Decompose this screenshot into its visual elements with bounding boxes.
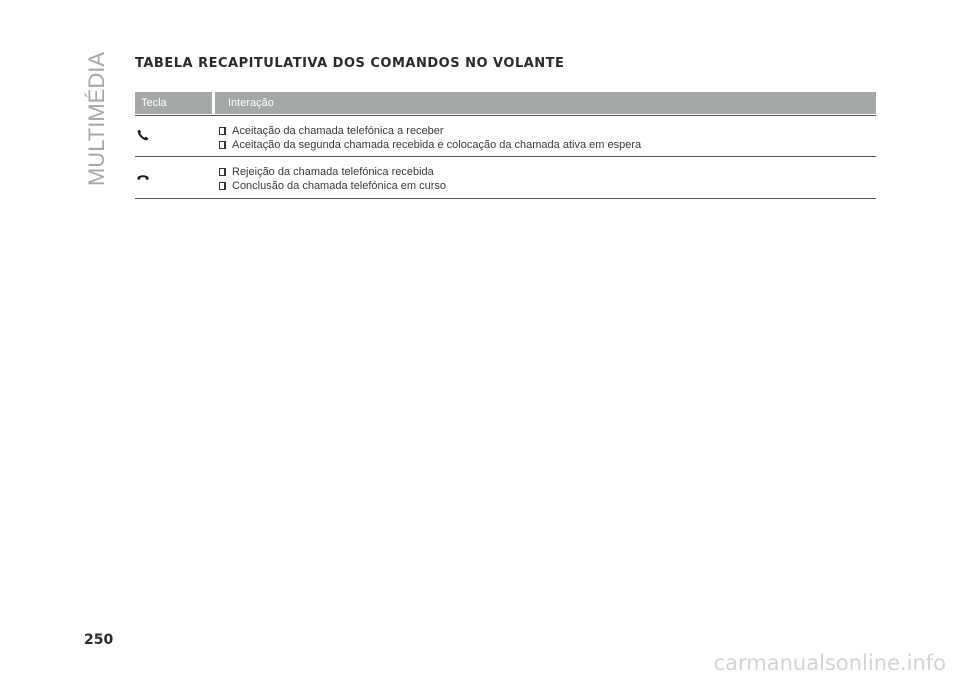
action-text: Aceitação da segunda chamada recebida e colocação da chamada ativa em espera bbox=[232, 139, 642, 151]
bullet-icon bbox=[219, 168, 226, 176]
page-number: 250 bbox=[84, 632, 114, 648]
bullet-icon bbox=[219, 141, 226, 149]
phone-answer-icon bbox=[137, 129, 149, 141]
list-item bbox=[219, 179, 876, 193]
section-side-label-text: MULTIMÉDIA bbox=[84, 51, 110, 187]
section-side-label bbox=[84, 52, 110, 186]
table-row bbox=[135, 157, 876, 199]
bullet-icon bbox=[219, 127, 226, 135]
action-text: Conclusão da chamada telefónica em curso bbox=[232, 180, 447, 192]
list-item bbox=[219, 124, 876, 138]
commands-table bbox=[135, 92, 876, 199]
action-text: Aceitação da chamada telefónica a receber bbox=[232, 125, 444, 137]
page-title: TABELA RECAPITULATIVA DOS COMANDOS NO VOLANTE bbox=[135, 56, 565, 71]
action-text: Rejeição da chamada telefónica recebida bbox=[232, 166, 434, 178]
table-row bbox=[135, 115, 876, 157]
actions-cell bbox=[215, 157, 876, 198]
key-cell bbox=[135, 116, 215, 156]
actions-cell bbox=[215, 116, 876, 156]
key-cell bbox=[135, 157, 215, 198]
list-item bbox=[219, 138, 876, 152]
watermark: carmanualsonline.info bbox=[713, 651, 946, 675]
list-item bbox=[219, 165, 876, 179]
phone-hangup-icon bbox=[137, 174, 149, 182]
header-interacao: Interação bbox=[215, 92, 876, 114]
header-tecla: Tecla bbox=[135, 92, 212, 114]
table-header bbox=[135, 92, 876, 114]
bullet-icon bbox=[219, 182, 226, 190]
